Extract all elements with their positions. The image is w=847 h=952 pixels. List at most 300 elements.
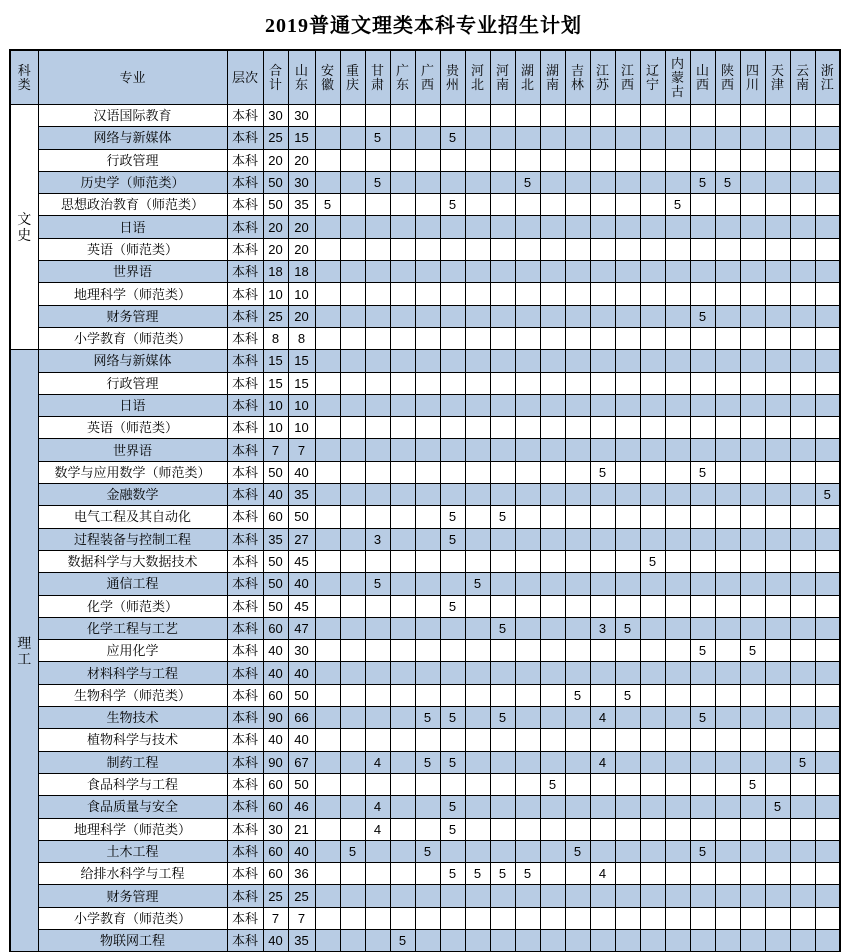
value-cell: [465, 461, 490, 483]
value-cell: [715, 595, 740, 617]
col-header-region: [540, 50, 565, 105]
value-cell: [665, 640, 690, 662]
value-cell: [490, 662, 515, 684]
level-cell: 本科: [227, 127, 263, 149]
value-cell: 5: [440, 595, 465, 617]
major-cell: 财务管理: [38, 305, 227, 327]
value-cell: [615, 238, 640, 260]
level-cell: 本科: [227, 751, 263, 773]
value-cell: [640, 907, 665, 929]
value-cell: [690, 350, 715, 372]
major-cell: 化学（师范类）: [38, 595, 227, 617]
major-cell: 地理科学（师范类）: [38, 818, 227, 840]
value-cell: [490, 528, 515, 550]
value-cell: [815, 261, 840, 283]
value-cell: 45: [288, 550, 315, 572]
value-cell: [440, 461, 465, 483]
value-cell: [415, 773, 440, 795]
table-row: [10, 751, 840, 773]
value-cell: [515, 840, 540, 862]
value-cell: 60: [263, 863, 288, 885]
value-cell: [515, 461, 540, 483]
value-cell: [765, 885, 790, 907]
value-cell: [465, 662, 490, 684]
value-cell: [515, 640, 540, 662]
value-cell: [790, 662, 815, 684]
value-cell: [540, 818, 565, 840]
value-cell: 35: [288, 929, 315, 952]
value-cell: [615, 773, 640, 795]
value-cell: [790, 550, 815, 572]
value-cell: [365, 684, 390, 706]
value-cell: [765, 863, 790, 885]
value-cell: [415, 929, 440, 952]
value-cell: [365, 617, 390, 639]
value-cell: [715, 261, 740, 283]
value-cell: [665, 684, 690, 706]
value-cell: [465, 617, 490, 639]
value-cell: 5: [590, 461, 615, 483]
value-cell: 30: [288, 105, 315, 127]
value-cell: [740, 840, 765, 862]
value-cell: 5: [765, 796, 790, 818]
value-cell: 5: [365, 127, 390, 149]
value-cell: [690, 394, 715, 416]
value-cell: [765, 194, 790, 216]
value-cell: [690, 327, 715, 349]
value-cell: [715, 573, 740, 595]
value-cell: [790, 149, 815, 171]
major-cell: 行政管理: [38, 372, 227, 394]
value-cell: [515, 506, 540, 528]
value-cell: 40: [263, 929, 288, 952]
value-cell: 15: [263, 350, 288, 372]
value-cell: 5: [740, 640, 765, 662]
value-cell: [465, 194, 490, 216]
value-cell: [765, 729, 790, 751]
value-cell: [340, 818, 365, 840]
value-cell: [365, 929, 390, 952]
value-cell: 15: [288, 372, 315, 394]
value-cell: [340, 105, 365, 127]
value-cell: 27: [288, 528, 315, 550]
value-cell: [365, 372, 390, 394]
value-cell: [765, 907, 790, 929]
value-cell: [615, 350, 640, 372]
value-cell: [390, 528, 415, 550]
value-cell: [665, 662, 690, 684]
vertical-text: 山 东: [294, 62, 308, 92]
vertical-text: 河 北: [470, 62, 484, 92]
value-cell: [590, 840, 615, 862]
value-cell: 20: [288, 216, 315, 238]
value-cell: [665, 461, 690, 483]
value-cell: 5: [665, 194, 690, 216]
value-cell: [340, 907, 365, 929]
value-cell: [815, 550, 840, 572]
value-cell: [315, 305, 340, 327]
value-cell: [540, 417, 565, 439]
value-cell: 5: [490, 506, 515, 528]
value-cell: 5: [365, 171, 390, 193]
value-cell: [440, 640, 465, 662]
value-cell: [740, 617, 765, 639]
value-cell: [540, 617, 565, 639]
value-cell: [565, 261, 590, 283]
value-cell: [365, 773, 390, 795]
value-cell: [590, 305, 615, 327]
value-cell: 5: [490, 863, 515, 885]
value-cell: [315, 105, 340, 127]
value-cell: [790, 305, 815, 327]
value-cell: [465, 327, 490, 349]
value-cell: [540, 640, 565, 662]
value-cell: [815, 105, 840, 127]
value-cell: [365, 261, 390, 283]
value-cell: [515, 573, 540, 595]
value-cell: [365, 305, 390, 327]
value-cell: [615, 885, 640, 907]
value-cell: [515, 394, 540, 416]
vertical-text: 理 工: [17, 634, 32, 667]
value-cell: [565, 885, 590, 907]
value-cell: [365, 194, 390, 216]
value-cell: [415, 662, 440, 684]
table-row: [10, 194, 840, 216]
value-cell: [590, 194, 615, 216]
value-cell: [690, 550, 715, 572]
value-cell: [715, 105, 740, 127]
value-cell: 15: [288, 127, 315, 149]
value-cell: [690, 127, 715, 149]
value-cell: 10: [288, 417, 315, 439]
value-cell: [665, 506, 690, 528]
value-cell: [665, 840, 690, 862]
value-cell: [515, 729, 540, 751]
value-cell: [365, 907, 390, 929]
col-header-region: [815, 50, 840, 105]
table-row: [10, 417, 840, 439]
value-cell: [315, 707, 340, 729]
major-cell: 思想政治教育（师范类）: [38, 194, 227, 216]
value-cell: [565, 528, 590, 550]
value-cell: [365, 327, 390, 349]
vertical-text: 安 徽: [320, 62, 334, 92]
value-cell: [765, 105, 790, 127]
value-cell: [615, 327, 640, 349]
value-cell: [315, 506, 340, 528]
value-cell: [415, 194, 440, 216]
value-cell: [540, 506, 565, 528]
value-cell: [340, 439, 365, 461]
value-cell: [565, 394, 590, 416]
value-cell: [440, 372, 465, 394]
value-cell: [540, 216, 565, 238]
major-cell: 通信工程: [38, 573, 227, 595]
value-cell: [640, 171, 665, 193]
table-row: [10, 506, 840, 528]
value-cell: 8: [288, 327, 315, 349]
level-cell: 本科: [227, 194, 263, 216]
value-cell: [515, 528, 540, 550]
value-cell: [740, 573, 765, 595]
value-cell: [815, 573, 840, 595]
value-cell: [665, 885, 690, 907]
col-header-region: [515, 50, 540, 105]
value-cell: [665, 327, 690, 349]
value-cell: [665, 305, 690, 327]
value-cell: [465, 729, 490, 751]
value-cell: [515, 372, 540, 394]
value-cell: [615, 707, 640, 729]
value-cell: [565, 305, 590, 327]
value-cell: 4: [590, 863, 615, 885]
value-cell: [590, 171, 615, 193]
value-cell: [465, 707, 490, 729]
value-cell: [615, 283, 640, 305]
value-cell: 90: [263, 751, 288, 773]
value-cell: [565, 662, 590, 684]
value-cell: 10: [263, 283, 288, 305]
vertical-text: 吉 林: [570, 62, 584, 92]
value-cell: [665, 439, 690, 461]
value-cell: [740, 283, 765, 305]
value-cell: [715, 305, 740, 327]
value-cell: 5: [440, 707, 465, 729]
value-cell: [565, 773, 590, 795]
value-cell: [340, 305, 365, 327]
major-cell: 财务管理: [38, 885, 227, 907]
value-cell: [415, 105, 440, 127]
value-cell: [815, 372, 840, 394]
value-cell: [740, 127, 765, 149]
value-cell: [590, 506, 615, 528]
value-cell: [615, 863, 640, 885]
major-cell: 土木工程: [38, 840, 227, 862]
value-cell: [465, 105, 490, 127]
table-row: [10, 216, 840, 238]
enrollment-table: [9, 49, 841, 952]
value-cell: [415, 461, 440, 483]
value-cell: 60: [263, 684, 288, 706]
value-cell: [715, 707, 740, 729]
value-cell: 5: [690, 171, 715, 193]
value-cell: [790, 261, 815, 283]
value-cell: [490, 550, 515, 572]
value-cell: [490, 171, 515, 193]
value-cell: [665, 216, 690, 238]
col-header-region: [340, 50, 365, 105]
value-cell: 50: [288, 773, 315, 795]
value-cell: 5: [315, 194, 340, 216]
value-cell: 5: [440, 818, 465, 840]
value-cell: [715, 372, 740, 394]
value-cell: 5: [740, 773, 765, 795]
value-cell: [465, 528, 490, 550]
value-cell: [515, 885, 540, 907]
value-cell: 5: [565, 840, 590, 862]
value-cell: [540, 863, 565, 885]
value-cell: [515, 238, 540, 260]
value-cell: [690, 283, 715, 305]
value-cell: [540, 684, 565, 706]
value-cell: [465, 261, 490, 283]
table-header: [10, 50, 840, 105]
value-cell: [465, 372, 490, 394]
value-cell: 60: [263, 506, 288, 528]
value-cell: [465, 640, 490, 662]
value-cell: [815, 394, 840, 416]
value-cell: [815, 617, 840, 639]
value-cell: [365, 439, 390, 461]
value-cell: [440, 238, 465, 260]
value-cell: [790, 194, 815, 216]
value-cell: [690, 617, 715, 639]
value-cell: [390, 238, 415, 260]
value-cell: [465, 550, 490, 572]
value-cell: [765, 773, 790, 795]
value-cell: [465, 417, 490, 439]
value-cell: [790, 796, 815, 818]
value-cell: [490, 350, 515, 372]
value-cell: 5: [440, 863, 465, 885]
value-cell: [490, 729, 515, 751]
value-cell: [515, 149, 540, 171]
value-cell: [515, 617, 540, 639]
value-cell: 10: [263, 394, 288, 416]
value-cell: [690, 863, 715, 885]
value-cell: [815, 305, 840, 327]
level-cell: 本科: [227, 283, 263, 305]
value-cell: [690, 729, 715, 751]
value-cell: [790, 171, 815, 193]
value-cell: [765, 506, 790, 528]
value-cell: [490, 194, 515, 216]
value-cell: [440, 573, 465, 595]
value-cell: [765, 149, 790, 171]
table-row: [10, 105, 840, 127]
value-cell: 5: [690, 461, 715, 483]
major-cell: 网络与新媒体: [38, 127, 227, 149]
value-cell: [790, 885, 815, 907]
col-header-region: [665, 50, 690, 105]
col-header-major: 专业: [38, 50, 227, 105]
value-cell: [665, 751, 690, 773]
value-cell: [615, 461, 640, 483]
value-cell: [440, 885, 465, 907]
table-row: [10, 863, 840, 885]
level-cell: 本科: [227, 907, 263, 929]
value-cell: 50: [263, 461, 288, 483]
level-cell: 本科: [227, 305, 263, 327]
vertical-text: 湖 南: [545, 62, 559, 92]
value-cell: [315, 818, 340, 840]
table-row: [10, 707, 840, 729]
value-cell: [640, 640, 665, 662]
value-cell: [715, 506, 740, 528]
value-cell: [715, 238, 740, 260]
table-row: [10, 573, 840, 595]
value-cell: [515, 216, 540, 238]
value-cell: [815, 528, 840, 550]
level-cell: 本科: [227, 105, 263, 127]
major-cell: 英语（师范类）: [38, 238, 227, 260]
value-cell: [615, 171, 640, 193]
value-cell: 4: [590, 751, 615, 773]
value-cell: [640, 840, 665, 862]
value-cell: [765, 751, 790, 773]
value-cell: [815, 863, 840, 885]
value-cell: [515, 929, 540, 952]
value-cell: [440, 350, 465, 372]
value-cell: 5: [415, 840, 440, 862]
value-cell: [465, 350, 490, 372]
value-cell: [590, 372, 615, 394]
value-cell: 18: [288, 261, 315, 283]
value-cell: [765, 617, 790, 639]
value-cell: [365, 840, 390, 862]
value-cell: 15: [263, 372, 288, 394]
value-cell: [790, 595, 815, 617]
value-cell: [590, 261, 615, 283]
major-cell: 金融数学: [38, 484, 227, 506]
value-cell: [615, 840, 640, 862]
value-cell: [640, 394, 665, 416]
value-cell: [540, 796, 565, 818]
value-cell: [415, 907, 440, 929]
value-cell: 40: [288, 840, 315, 862]
value-cell: [815, 684, 840, 706]
value-cell: [640, 617, 665, 639]
value-cell: [640, 707, 665, 729]
value-cell: [765, 595, 790, 617]
major-cell: 网络与新媒体: [38, 350, 227, 372]
value-cell: [615, 907, 640, 929]
value-cell: [315, 484, 340, 506]
value-cell: [415, 327, 440, 349]
value-cell: 3: [365, 528, 390, 550]
value-cell: [715, 394, 740, 416]
value-cell: [765, 216, 790, 238]
table-row: [10, 149, 840, 171]
value-cell: [615, 417, 640, 439]
value-cell: [765, 528, 790, 550]
value-cell: [765, 372, 790, 394]
value-cell: [790, 528, 815, 550]
value-cell: [665, 550, 690, 572]
table-row: [10, 238, 840, 260]
value-cell: [765, 840, 790, 862]
value-cell: [590, 640, 615, 662]
value-cell: [540, 238, 565, 260]
value-cell: [640, 484, 665, 506]
table-row: [10, 729, 840, 751]
value-cell: 3: [590, 617, 615, 639]
value-cell: [665, 528, 690, 550]
value-cell: [815, 707, 840, 729]
value-cell: [415, 528, 440, 550]
value-cell: [715, 194, 740, 216]
col-header-region: [490, 50, 515, 105]
value-cell: 60: [263, 617, 288, 639]
value-cell: [540, 194, 565, 216]
value-cell: [640, 283, 665, 305]
value-cell: [765, 439, 790, 461]
value-cell: 45: [288, 595, 315, 617]
value-cell: [740, 417, 765, 439]
value-cell: [315, 773, 340, 795]
table-row: [10, 929, 840, 952]
